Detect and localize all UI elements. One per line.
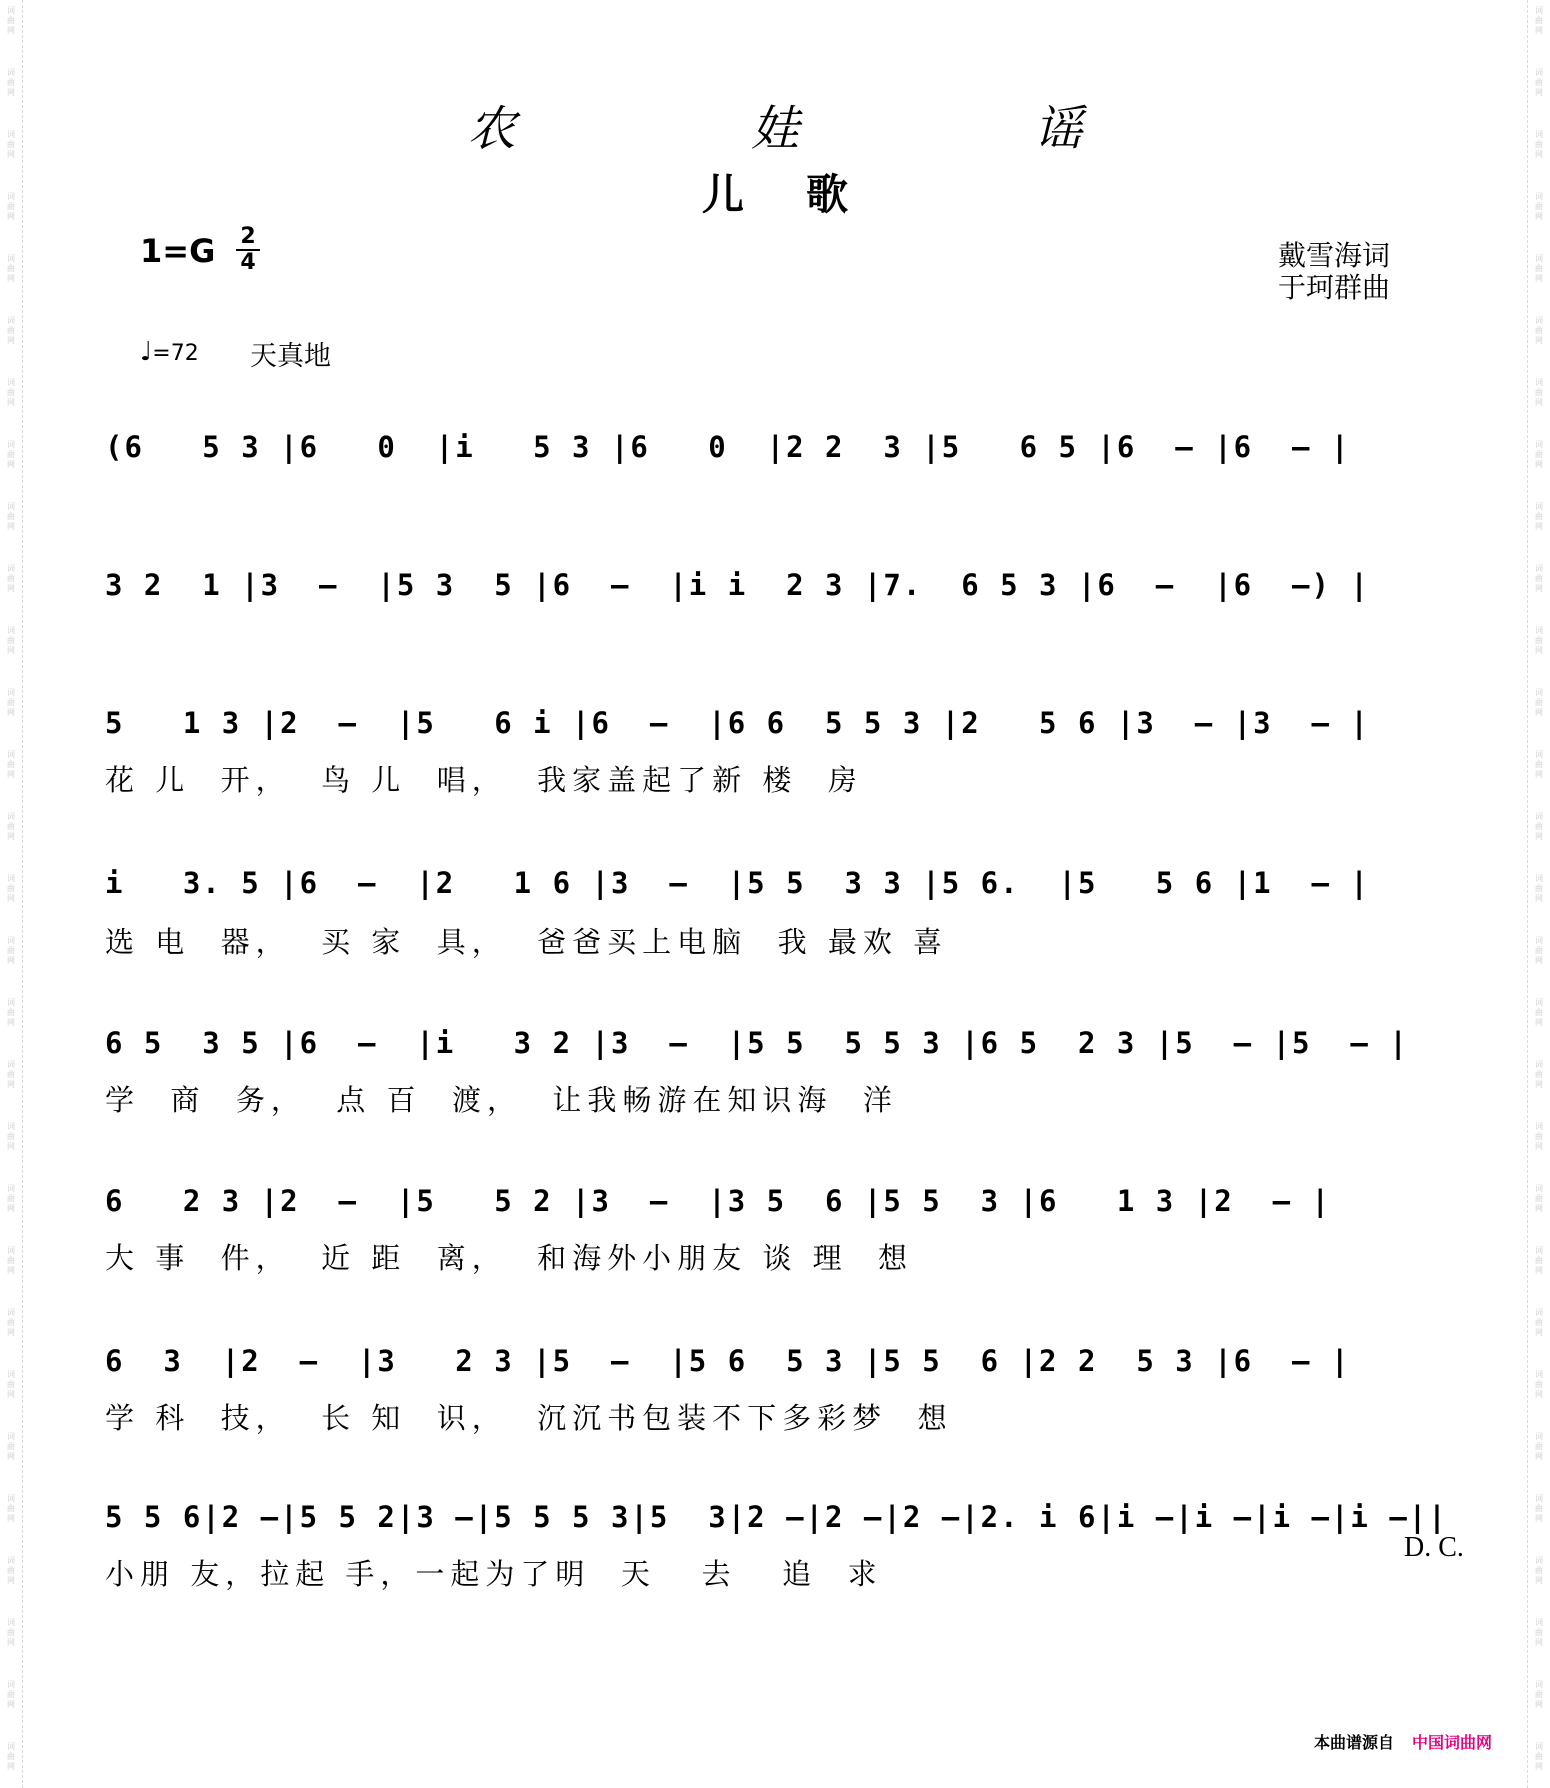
watermark-text: 词曲网 <box>1535 1494 1543 1523</box>
score-line <box>105 430 1455 490</box>
score-line <box>105 706 1455 797</box>
watermark-text: 词曲网 <box>1535 1122 1543 1151</box>
watermark-text: 词曲网 <box>7 1308 15 1337</box>
watermark-text: 词曲网 <box>7 1060 15 1089</box>
notation-line: 5 1 3 |2 – |5 6 i |6 – |6 6 5 5 3 |2 5 6 |3 – |3 – | <box>105 706 1370 740</box>
watermark-text: 词曲网 <box>1535 626 1543 655</box>
watermark-text: 词曲网 <box>1535 316 1543 345</box>
watermark-text: 词曲网 <box>1535 998 1543 1027</box>
watermark-text: 词曲网 <box>7 1122 15 1151</box>
source-footer <box>1314 1730 1492 1753</box>
watermark-text: 词曲网 <box>1535 1184 1543 1213</box>
song-title: 农 娃 谣 <box>467 101 1193 157</box>
left-watermark-strip <box>0 0 23 1788</box>
watermark-text: 词曲网 <box>7 254 15 283</box>
watermark-text: 词曲网 <box>1535 812 1543 841</box>
score-line <box>105 866 1455 959</box>
watermark-text: 词曲网 <box>1535 130 1543 159</box>
score-line <box>105 1026 1455 1117</box>
lyrics-line: 小朋 友，拉起 手，一起为了明 天 去 追 求 <box>105 1557 883 1591</box>
notation-line: 6 3 |2 – |3 2 3 |5 – |5 6 5 3 |5 5 6 |2 2 5 3 |6 – | <box>105 1344 1351 1378</box>
watermark-text: 词曲网 <box>7 378 15 407</box>
watermark-text: 词曲网 <box>1535 1060 1543 1089</box>
watermark-text: 词曲网 <box>1535 874 1543 903</box>
notation-line: i 3. 5 |6 – |2 1 6 |3 – |5 5 3 3 |5 6. |5 5 6 |1 – | <box>105 866 1370 900</box>
watermark-text: 词曲网 <box>7 316 15 345</box>
watermark-text: 词曲网 <box>1535 6 1543 35</box>
watermark-text: 词曲网 <box>7 688 15 717</box>
watermark-text: 词曲网 <box>7 6 15 35</box>
watermark-text: 词曲网 <box>7 1556 15 1585</box>
notation-line: (6 5 3 |6 0 |i 5 3 |6 0 |2 2 3 |5 6 5 |6 – |6 – | <box>105 430 1351 464</box>
watermark-text: 词曲网 <box>7 192 15 221</box>
source-site-link[interactable]: 中国词曲网 <box>1412 1733 1493 1752</box>
key-text: 1=G <box>140 232 216 270</box>
watermark-text: 词曲网 <box>7 998 15 1027</box>
lyrics-line: 大 事 件， 近 距 离， 和海外小朋友 谈 理 想 <box>105 1241 914 1275</box>
watermark-text: 词曲网 <box>7 874 15 903</box>
watermark-text: 词曲网 <box>1535 688 1543 717</box>
lyrics-line: 花 儿 开， 鸟 儿 唱， 我家盖起了新 楼 房 <box>105 763 863 797</box>
tempo-value: =72 <box>152 341 199 366</box>
watermark-text: 词曲网 <box>7 812 15 841</box>
notation-line: 5 5 6|2 –|5 5 2|3 –|5 5 5 3|5 3|2 –|2 –|2 –|2. i 6|i –|i –|i –|i –|| <box>105 1500 1448 1534</box>
score-line <box>105 1184 1455 1275</box>
watermark-text: 词曲网 <box>7 626 15 655</box>
watermark-text: 词曲网 <box>7 1618 15 1647</box>
watermark-text: 词曲网 <box>1535 1246 1543 1275</box>
watermark-text: 词曲网 <box>7 936 15 965</box>
watermark-text: 词曲网 <box>7 502 15 531</box>
watermark-text: 词曲网 <box>1535 502 1543 531</box>
watermark-text: 词曲网 <box>1535 192 1543 221</box>
watermark-text: 词曲网 <box>1535 1618 1543 1647</box>
score-line <box>105 568 1455 628</box>
watermark-text: 词曲网 <box>1535 1370 1543 1399</box>
watermark-text: 词曲网 <box>1535 1680 1543 1709</box>
watermark-text: 词曲网 <box>7 564 15 593</box>
watermark-text: 词曲网 <box>1535 68 1543 97</box>
quarter-note-icon: ♩ <box>140 337 153 367</box>
notation-line: 6 2 3 |2 – |5 5 2 |3 – |3 5 6 |5 5 3 |6 1 3 |2 – | <box>105 1184 1331 1218</box>
expression-marking: 天真地 <box>250 341 331 372</box>
song-subtitle: 儿歌 <box>701 170 910 219</box>
watermark-text: 词曲网 <box>7 1246 15 1275</box>
notation-line: 6 5 3 5 |6 – |i 3 2 |3 – |5 5 5 5 3 |6 5 2 3 |5 – |5 – | <box>105 1026 1409 1060</box>
lyrics-line: 学 商 务， 点 百 渡， 让我畅游在知识海 洋 <box>105 1083 898 1117</box>
watermark-text: 词曲网 <box>7 130 15 159</box>
source-label: 本曲谱源自 <box>1314 1733 1395 1752</box>
composer: 于珂群曲 <box>1278 271 1391 304</box>
time-signature-top: 2 <box>240 224 256 249</box>
watermark-text: 词曲网 <box>1535 936 1543 965</box>
notation-line: 3 2 1 |3 – |5 3 5 |6 – |i i 2 3 |7. 6 5 3 |6 – |6 –) | <box>105 568 1370 602</box>
watermark-text: 词曲网 <box>1535 254 1543 283</box>
lyrics-line: 学 科 技， 长 知 识， 沉沉书包装不下多彩梦 想 <box>105 1401 953 1435</box>
watermark-text: 词曲网 <box>1535 1308 1543 1337</box>
score-line <box>105 1344 1455 1435</box>
lyricist: 戴雪海词 <box>1278 239 1391 272</box>
watermark-text: 词曲网 <box>1535 1432 1543 1461</box>
da-capo-marking: D. C. <box>1404 1532 1464 1563</box>
watermark-text: 词曲网 <box>7 1742 15 1771</box>
watermark-text: 词曲网 <box>7 68 15 97</box>
watermark-text: 词曲网 <box>7 750 15 779</box>
watermark-text: 词曲网 <box>7 1184 15 1213</box>
watermark-text: 词曲网 <box>1535 564 1543 593</box>
key-signature <box>140 232 215 270</box>
watermark-text: 词曲网 <box>7 1370 15 1399</box>
watermark-text: 词曲网 <box>1535 440 1543 469</box>
time-signature <box>236 226 260 274</box>
watermark-text: 词曲网 <box>7 1494 15 1523</box>
lyrics-line: 选 电 器， 买 家 具， 爸爸买上电脑 我 最欢 喜 <box>105 925 949 959</box>
watermark-text: 词曲网 <box>7 440 15 469</box>
watermark-text: 词曲网 <box>1535 1742 1543 1771</box>
watermark-text: 词曲网 <box>7 1680 15 1709</box>
watermark-text: 词曲网 <box>7 1432 15 1461</box>
watermark-text: 词曲网 <box>1535 750 1543 779</box>
score-line <box>105 1500 1455 1591</box>
watermark-text: 词曲网 <box>1535 378 1543 407</box>
tempo-marking <box>140 337 199 367</box>
watermark-text: 词曲网 <box>1535 1556 1543 1585</box>
right-watermark-strip <box>1527 0 1550 1788</box>
credits <box>1278 240 1390 304</box>
time-signature-bottom: 4 <box>240 250 256 275</box>
